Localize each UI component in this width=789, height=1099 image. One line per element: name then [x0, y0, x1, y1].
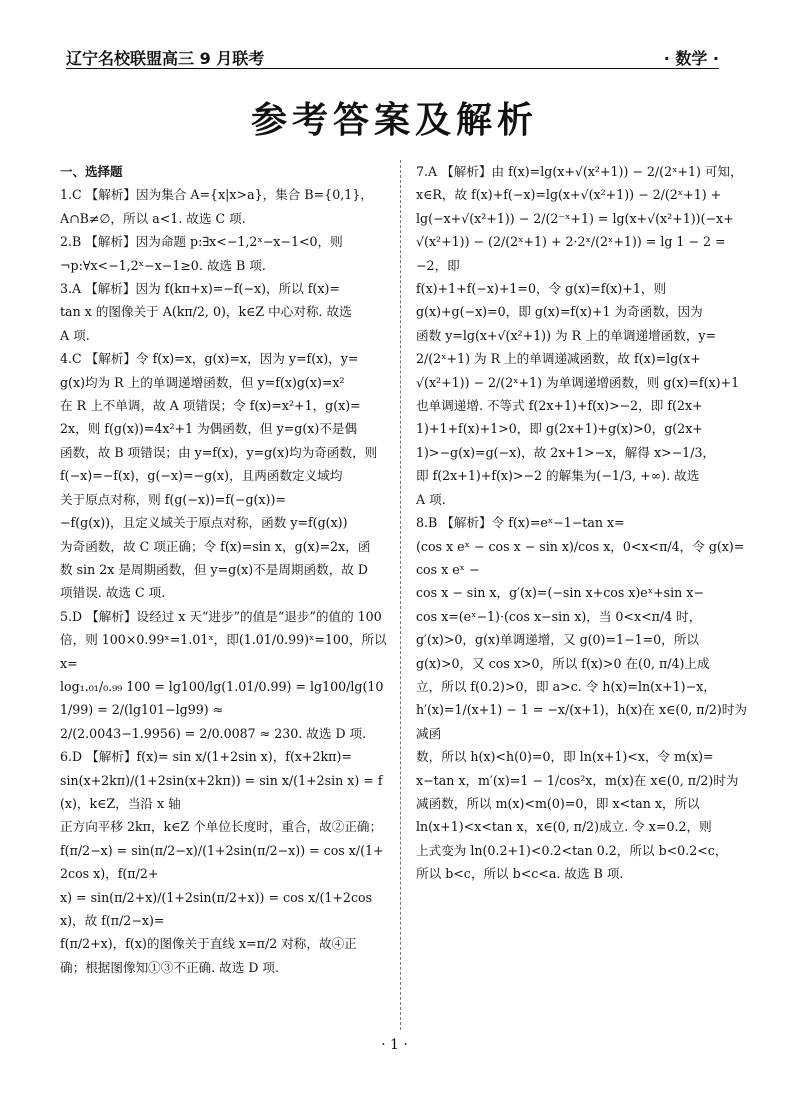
text-line: A 项.	[60, 327, 90, 343]
text-line: x∈R，故 f(x)+f(−x)=lg(x+√(x²+1)) − 2/(2ˣ+1) +	[416, 187, 722, 203]
text-line: 关于原点对称，则 f(g(−x))=f(−g(x))=	[60, 491, 286, 507]
text-line: g′(x)>0，g(x)单调递增，又 g(0)=1−1=0，所以	[416, 632, 699, 648]
text-line: lg(−x+√(x²+1)) − 2/(2⁻ˣ+1) = lg(x+√(x²+1))(−x+	[416, 210, 734, 226]
text-line: cos x − sin x，g′(x)=(−sin x+cos x)eˣ+sin x−	[416, 585, 704, 601]
text-line: A 项.	[416, 491, 446, 507]
text-line: −f(g(x))，且定义域关于原点对称，函数 y=f(g(x))	[60, 515, 348, 531]
text-line: g(x)+g(−x)=0，即 g(x)=f(x)+1 为奇函数，因为	[416, 304, 703, 320]
text-line: 3.A 【解析】因为 f(kπ+x)=−f(−x)，所以 f(x)=	[60, 281, 340, 297]
text-line: √(x²+1)) − (2/(2ˣ+1) + 2·2ˣ/(2ˣ+1)) = lg 1 − 2 = −2，即	[416, 234, 726, 273]
text-line: 正方向平移 2kπ，k∈Z 个单位长度时，重合，故②正确；	[60, 819, 383, 835]
text-line: 数，所以 h(x)<h(0)=0，即 ln(x+1)<x，令 m(x)=	[416, 749, 714, 765]
text-line: f(π/2−x) = sin(π/2−x)/(1+2sin(π/2−x)) = cos x/(1+2cos x)，f(π/2+	[60, 842, 384, 882]
text-line: h′(x)=1/(x+1) − 1 = −x/(x+1)，h(x)在 x∈(0, π/2)时为减函	[416, 702, 747, 741]
page-title: 参考答案及解析	[250, 100, 538, 141]
text-line: 即 f(2x+1)+f(x)>−2 的解集为(−1/3, +∞). 故选	[416, 468, 700, 484]
text-line: g(x)均为 R 上的单调递增函数，但 y=f(x)g(x)=x²	[60, 374, 345, 390]
text-line: 4.C 【解析】令 f(x)=x，g(x)=x，因为 y=f(x)，y=	[60, 351, 359, 367]
text-line: f(π/2+x)，f(x)的图像关于直线 x=π/2 对称，故④正	[60, 936, 357, 952]
column-divider	[400, 160, 401, 1030]
subject-label: · 数学 ·	[663, 49, 719, 68]
text-line: log₁.₀₁/₀.₉₉ 100 = lg100/lg(1.01/0.99) = lg100/lg(101/99) = 2/(lg101−lg99) ≈	[60, 678, 384, 718]
text-line: 也单调递增. 不等式 f(2x+1)+f(x)>−2，即 f(2x+	[416, 398, 703, 414]
text-line: 减函数，所以 m(x)<m(0)=0，即 x<tan x，所以	[416, 795, 700, 811]
text-line: 上式变为 ln(0.2+1)<0.2<tan 0.2，所以 b<0.2<c，	[416, 842, 728, 858]
text-line: 项错误. 故选 C 项.	[60, 585, 166, 601]
text-line: 2x，则 f(g(x))=4x²+1 为偶函数，但 y=g(x)不是偶	[60, 421, 358, 437]
text-line: 1.C 【解析】因为集合 A={x|x>a}，集合 B={0,1}，	[60, 187, 373, 203]
text-line: 6.D 【解析】f(x)= sin x/(1+2sin x)，f(x+2kπ)=	[60, 749, 352, 765]
text-line: 所以 b<c，所以 b<c<a. 故选 B 项.	[416, 866, 624, 882]
text-line: x) = sin(π/2+x)/(1+2sin(π/2+x)) = cos x/(1+2cos x)，故 f(π/2−x)=	[60, 889, 373, 928]
text-line: 立，所以 f(0.2)>0，即 a>c. 令 h(x)=ln(x+1)−x，	[416, 678, 716, 694]
text-line: (cos x eˣ − cos x − sin x)/cos x，0<x<π/4，令 g(x)=cos x eˣ −	[416, 538, 745, 577]
text-line: 数 sin 2x 是周期函数，但 y=g(x)不是周期函数，故 D	[60, 561, 368, 577]
text-line: x−tan x，m′(x)=1 − 1/cos²x，m(x)在 x∈(0, π/2)时为	[416, 772, 739, 788]
text-line: f(x)+1+f(−x)+1=0，令 g(x)=f(x)+1，则	[416, 281, 667, 297]
text-line: A∩B≠∅，所以 a<1. 故选 C 项.	[60, 210, 246, 226]
left-column	[60, 160, 390, 979]
text-line: 确；根据图像知①③不正确. 故选 D 项.	[60, 959, 280, 975]
text-line: √(x²+1)) − 2/(2ˣ+1) 为单调递增函数，则 g(x)=f(x)+1	[416, 374, 740, 390]
text-line: 2/(2.0043−1.9956) = 2/0.0087 ≈ 230. 故选 D 项.	[60, 725, 367, 741]
page-number: · 1 ·	[381, 1037, 408, 1053]
text-line: 函数 y=lg(x+√(x²+1)) 为 R 上的单调递增函数，y=	[416, 327, 717, 343]
text-line: sin(x+2kπ)/(1+2sin(x+2kπ)) = sin x/(1+2sin x) = f(x)，k∈Z，当沿 x 轴	[60, 772, 383, 811]
text-line: 8.B 【解析】令 f(x)=eˣ−1−tan x=	[416, 515, 625, 531]
text-line: 为奇函数，故 C 项正确；令 f(x)=sin x，g(x)=2x，函	[60, 538, 371, 554]
text-line: f(−x)=−f(x)，g(−x)=−g(x)，且两函数定义域均	[60, 468, 343, 484]
text-line: g(x)>0，又 cos x>0，所以 f(x)>0 在(0, π/4)上成	[416, 655, 710, 671]
text-line: 倍，则 100×0.99ˣ=1.01ˣ，即(1.01/0.99)ˣ=100，所以 x=	[60, 632, 387, 671]
page-header	[66, 38, 719, 69]
text-line: 在 R 上不单调，故 A 项错误；令 f(x)=x²+1，g(x)=	[60, 398, 361, 414]
text-line: ¬p:∀x<−1,2ˣ−x−1≥0. 故选 B 项.	[60, 257, 266, 273]
text-line: 2.B 【解析】因为命题 p:∃x<−1,2ˣ−x−1<0，则	[60, 234, 343, 250]
text-line: 1)>−g(x)=g(−x)，故 2x+1>−x，解得 x>−1/3，	[416, 444, 716, 460]
text-line: 函数，故 B 项错误；由 y=f(x)，y=g(x)均为奇函数，则	[60, 444, 378, 460]
text-line: tan x 的图像关于 A(kπ/2, 0)，k∈Z 中心对称. 故选	[60, 304, 352, 320]
text-line: 2/(2ˣ+1) 为 R 上的单调递减函数，故 f(x)=lg(x+	[416, 351, 701, 367]
text-line: 1)+1+f(x)+1>0，即 g(2x+1)+g(x)>0，g(2x+	[416, 421, 703, 437]
section-heading: 一、选择题	[60, 164, 123, 179]
text-line: 5.D 【解析】设经过 x 天“进步”的值是“退步”的值的 100	[60, 608, 382, 624]
text-line: cos x=(eˣ−1)·(cos x−sin x)，当 0<x<π/4 时，	[416, 608, 702, 624]
text-line: 7.A 【解析】由 f(x)=lg(x+√(x²+1)) − 2/(2ˣ+1) 可知，	[416, 164, 743, 179]
right-column	[416, 160, 751, 886]
exam-name: 辽宁名校联盟高三 9 月联考	[66, 49, 265, 68]
text-line: ln(x+1)<x<tan x，x∈(0, π/2)成立. 令 x=0.2，则	[416, 819, 712, 835]
